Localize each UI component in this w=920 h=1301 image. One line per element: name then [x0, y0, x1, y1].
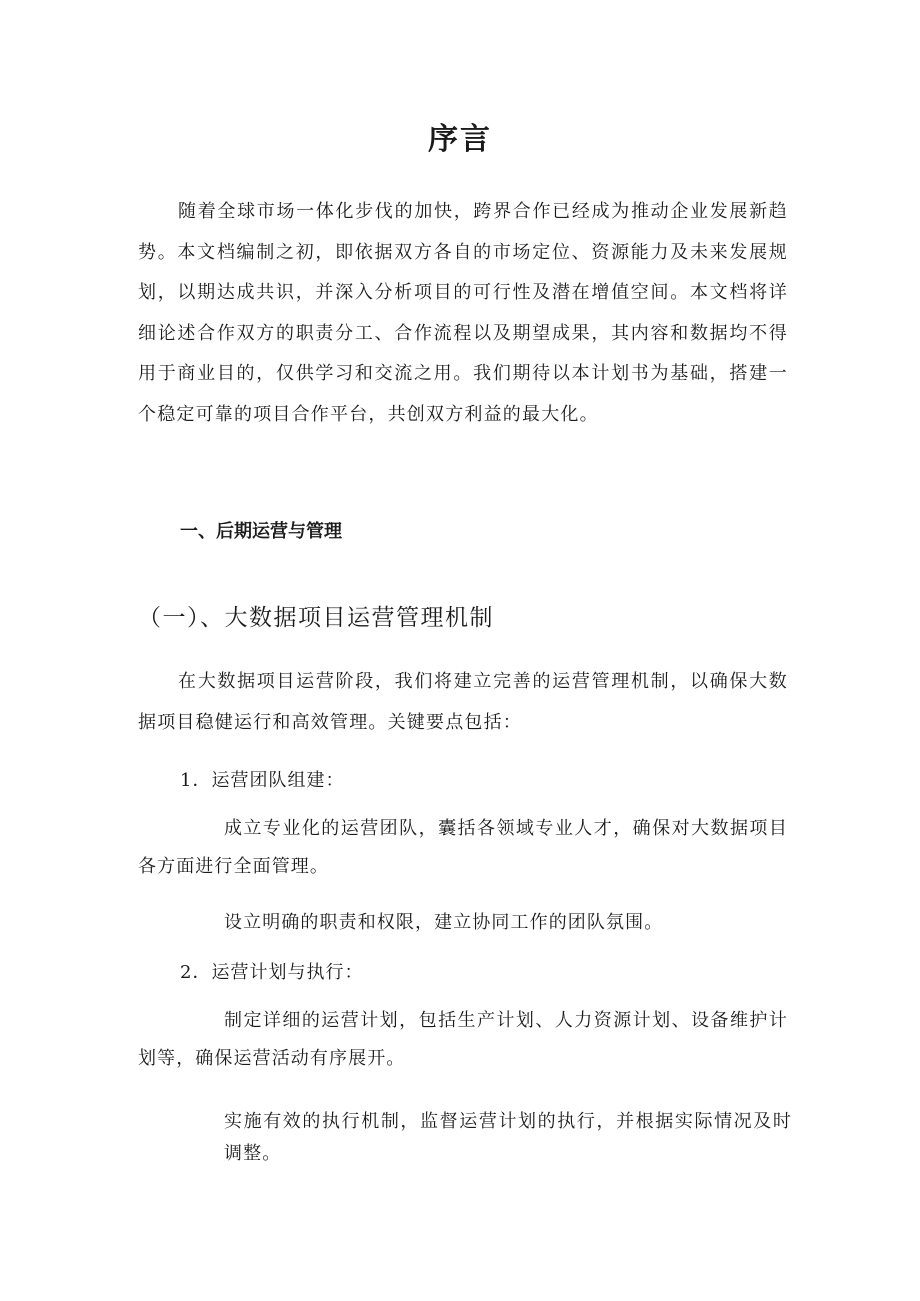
section-heading: 一、后期运营与管理	[180, 521, 342, 542]
list-item-point: 成立专业化的运营团队，囊括各领域专业人才，确保对大数据项目各方面进行全面管理。	[138, 818, 788, 877]
subsection-intro: 在大数据项目运营阶段，我们将建立完善的运营管理机制，以确保大数据项目稳健运行和高效管理。关键要点包括：	[138, 671, 788, 733]
list-item-point: 设立明确的职责和权限，建立协同工作的团队氛围。	[224, 912, 664, 933]
list-item-label-2: 2．运营计划与执行：	[180, 962, 364, 983]
subsection-heading: （一）、大数据项目运营管理机制	[138, 605, 494, 631]
list-item-label-1: 1．运营团队组建：	[180, 770, 345, 791]
list-item-point: 制定详细的运营计划，包括生产计划、人力资源计划、设备维护计划等，确保运营活动有序展开。	[138, 1010, 788, 1069]
preface-paragraph: 随着全球市场一体化步伐的加快，跨界合作已经成为推动企业发展新趋势。本文档编制之初，即依据双方各自的市场定位、资源能力及未来发展规划，以期达成共识，并深入分析项目的可行性及潜在增值空间。本文档将详细论述合作双方的职责分工、合作流程以及期望成果，其内容和数据均不得用于商业目的，仅供学习和交流之用。我们期待以本计划书为基础，搭建一个稳定可靠的项目合作平台，共创双方利益的最大化。	[138, 201, 788, 425]
page-title: 序言	[428, 122, 492, 157]
list-item-point: 实施有效的执行机制，监督运营计划的执行，并根据实际情况及时调整。	[224, 1111, 792, 1164]
